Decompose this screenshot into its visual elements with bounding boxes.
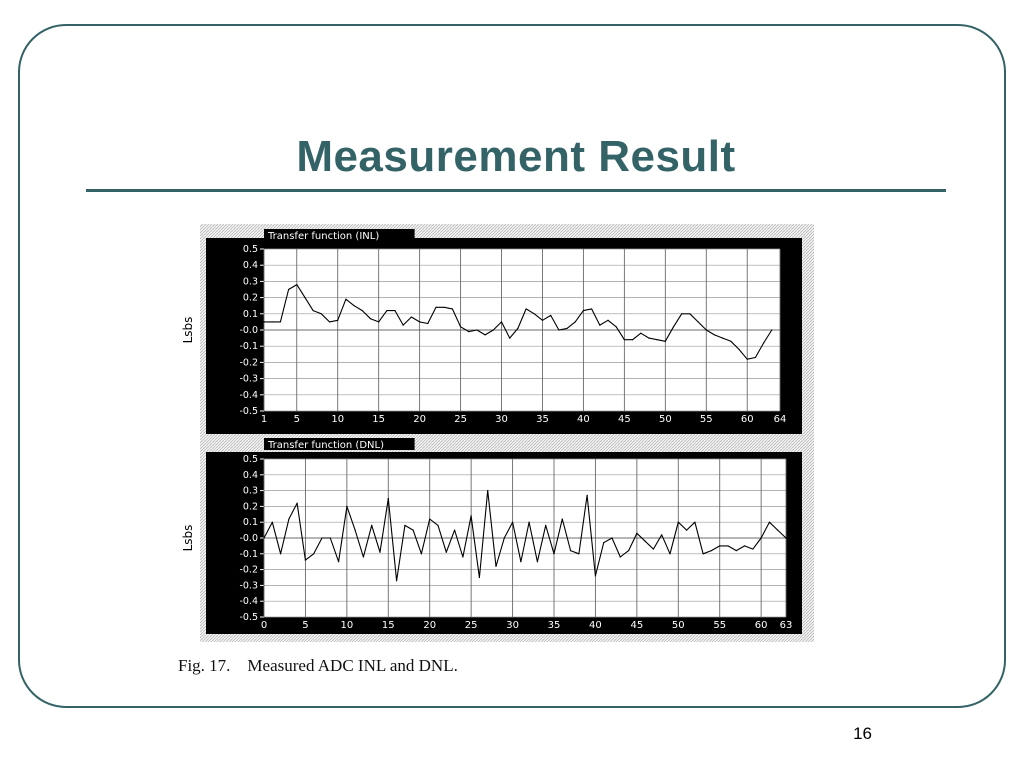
x-tick-label: 50: [658, 414, 672, 425]
x-tick-label: 15: [372, 414, 386, 425]
data-point: [669, 553, 670, 554]
data-point: [661, 534, 662, 535]
data-point: [435, 307, 436, 308]
data-point: [550, 315, 551, 316]
x-tick-label: 60: [740, 414, 754, 425]
data-point: [575, 321, 576, 322]
data-point: [468, 331, 469, 332]
data-point: [495, 566, 496, 567]
data-point: [329, 321, 330, 322]
y-axis-label: Lsbs: [181, 316, 195, 344]
data-point: [272, 522, 273, 523]
data-point: [558, 329, 559, 330]
data-point: [446, 552, 447, 553]
y-tick-label: -0.5: [239, 612, 258, 623]
data-point: [616, 326, 617, 327]
data-point: [545, 525, 546, 526]
data-point: [785, 537, 786, 538]
data-point: [653, 548, 654, 549]
data-point: [355, 530, 356, 531]
data-point: [452, 308, 453, 309]
data-point: [411, 316, 412, 317]
x-tick-label: 0: [260, 620, 268, 631]
x-tick-label: 40: [577, 414, 590, 425]
data-point: [611, 537, 612, 538]
data-point: [752, 548, 753, 549]
data-point: [304, 297, 305, 298]
x-tick-label: 64: [773, 414, 787, 425]
y-tick-label: 0.1: [242, 308, 258, 320]
x-tick-label: 50: [671, 620, 685, 631]
data-point: [678, 522, 679, 523]
data-point: [640, 333, 641, 334]
data-point: [313, 553, 314, 554]
data-point: [305, 560, 306, 561]
data-point: [485, 334, 486, 335]
data-point: [280, 321, 281, 322]
y-tick-label: -0.4: [239, 389, 258, 401]
data-point: [736, 550, 737, 551]
data-point: [427, 323, 428, 324]
y-tick-label: -0.4: [239, 596, 258, 608]
data-point: [706, 329, 707, 330]
data-point: [769, 522, 770, 523]
data-point: [534, 313, 535, 314]
data-point: [697, 321, 698, 322]
data-point: [487, 490, 488, 491]
y-tick-label: -0.2: [239, 564, 258, 576]
x-tick-label: 10: [340, 620, 354, 631]
data-point: [632, 339, 633, 340]
data-point: [509, 338, 510, 339]
data-point: [338, 561, 339, 562]
data-point: [272, 321, 273, 322]
data-point: [404, 525, 405, 526]
data-point: [665, 341, 666, 342]
data-point: [471, 515, 472, 516]
data-point: [462, 556, 463, 557]
data-point: [591, 308, 592, 309]
data-point: [599, 325, 600, 326]
chart-title: Transfer function (DNL): [268, 440, 384, 451]
data-point: [657, 339, 658, 340]
data-point: [493, 329, 494, 330]
data-point: [620, 556, 621, 557]
data-point: [388, 498, 389, 499]
y-tick-label: -0.1: [239, 548, 258, 560]
data-point: [313, 310, 314, 311]
data-point: [628, 550, 629, 551]
data-point: [719, 545, 720, 546]
data-point: [727, 545, 728, 546]
y-tick-label: -0.3: [239, 373, 258, 385]
data-point: [403, 325, 404, 326]
x-tick-label: 45: [630, 620, 644, 631]
data-point: [437, 525, 438, 526]
y-tick-label: 0.3: [242, 276, 258, 288]
data-point: [520, 561, 521, 562]
data-point: [429, 518, 430, 519]
figure-charts: [181, 224, 814, 642]
data-point: [476, 329, 477, 330]
x-tick-label: 5: [293, 414, 300, 425]
y-tick-label: 0.3: [242, 485, 258, 497]
data-point: [689, 313, 690, 314]
data-point: [566, 328, 567, 329]
data-point: [454, 530, 455, 531]
data-point: [624, 339, 625, 340]
x-tick-label: 60: [754, 620, 768, 631]
data-point: [394, 310, 395, 311]
x-tick-label: 5: [302, 620, 309, 631]
data-point: [337, 320, 338, 321]
y-tick-label: 0.4: [242, 469, 258, 481]
data-point: [570, 550, 571, 551]
x-tick-label: 10: [331, 414, 345, 425]
x-tick-label: 35: [547, 620, 561, 631]
data-point: [673, 326, 674, 327]
data-point: [722, 338, 723, 339]
y-tick-label: 0.5: [242, 244, 258, 255]
data-point: [761, 537, 762, 538]
data-point: [607, 320, 608, 321]
figure-caption: Fig. 17. Measured ADC INL and DNL.: [178, 656, 458, 675]
y-tick-label: -0.5: [239, 406, 258, 417]
data-point: [711, 550, 712, 551]
data-point: [396, 580, 397, 581]
data-point: [525, 308, 526, 309]
data-point: [714, 334, 715, 335]
data-point: [504, 537, 505, 538]
data-point: [562, 518, 563, 519]
y-tick-label: -0.2: [239, 357, 258, 369]
data-point: [603, 542, 604, 543]
data-point: [553, 553, 554, 554]
data-point: [386, 310, 387, 311]
x-tick-label: 63: [779, 620, 793, 631]
title-divider: [86, 189, 946, 192]
x-tick-label: 20: [413, 414, 426, 425]
data-point: [419, 321, 420, 322]
x-tick-label: 55: [713, 620, 727, 631]
data-point: [321, 313, 322, 314]
data-point: [263, 537, 264, 538]
x-tick-label: 55: [699, 414, 713, 425]
data-point: [512, 522, 513, 523]
page-number: 16: [853, 724, 872, 743]
data-point: [280, 553, 281, 554]
y-tick-label: 0.2: [242, 292, 258, 304]
data-point: [777, 530, 778, 531]
data-point: [444, 307, 445, 308]
data-point: [330, 537, 331, 538]
data-point: [730, 341, 731, 342]
data-point: [771, 329, 772, 330]
x-tick-label: 45: [618, 414, 631, 425]
data-point: [747, 359, 748, 360]
data-point: [744, 545, 745, 546]
data-point: [755, 357, 756, 358]
data-point: [460, 326, 461, 327]
x-tick-label: 40: [589, 620, 602, 631]
data-point: [370, 318, 371, 319]
data-point: [263, 321, 264, 322]
y-axis-label: Lsbs: [181, 524, 195, 552]
data-point: [703, 553, 704, 554]
y-tick-label: 0.2: [242, 501, 258, 513]
data-point: [296, 284, 297, 285]
y-tick-label: -0.1: [239, 341, 258, 353]
y-tick-label: 0.4: [242, 260, 258, 272]
data-point: [542, 320, 543, 321]
y-tick-label: -0.0: [239, 533, 258, 544]
y-tick-label: 0.1: [242, 517, 258, 529]
x-tick-label: 20: [423, 620, 437, 631]
y-tick-label: -0.3: [239, 580, 258, 592]
chart-title: Transfer function (INL): [268, 231, 380, 242]
data-point: [578, 553, 579, 554]
x-tick-label: 30: [506, 620, 519, 631]
data-point: [345, 299, 346, 300]
inl-chart: [181, 229, 802, 434]
data-point: [517, 328, 518, 329]
y-tick-label: -0.0: [239, 325, 258, 336]
data-point: [321, 537, 322, 538]
slide-title: Measurement Result: [296, 132, 736, 181]
data-point: [371, 525, 372, 526]
data-point: [297, 503, 298, 504]
data-point: [529, 522, 530, 523]
data-point: [681, 313, 682, 314]
dnl-chart: [181, 438, 802, 634]
data-point: [501, 321, 502, 322]
data-point: [288, 518, 289, 519]
data-point: [346, 506, 347, 507]
x-tick-label: 30: [495, 414, 508, 425]
x-tick-label: 1: [260, 414, 268, 425]
data-point: [421, 553, 422, 554]
data-point: [595, 575, 596, 576]
x-tick-label: 15: [381, 620, 395, 631]
data-point: [587, 495, 588, 496]
data-point: [648, 338, 649, 339]
x-tick-label: 25: [464, 620, 478, 631]
x-tick-label: 35: [536, 414, 549, 425]
data-point: [694, 522, 695, 523]
data-point: [353, 305, 354, 306]
data-point: [537, 561, 538, 562]
data-point: [636, 533, 637, 534]
x-tick-label: 25: [454, 414, 467, 425]
data-point: [379, 552, 380, 553]
data-point: [413, 530, 414, 531]
data-point: [686, 530, 687, 531]
data-point: [362, 310, 363, 311]
data-point: [583, 310, 584, 311]
data-point: [738, 349, 739, 350]
y-tick-label: 0.5: [242, 454, 258, 465]
data-point: [288, 289, 289, 290]
data-point: [378, 321, 379, 322]
data-point: [363, 556, 364, 557]
data-point: [479, 577, 480, 578]
data-point: [763, 342, 764, 343]
data-point: [645, 541, 646, 542]
